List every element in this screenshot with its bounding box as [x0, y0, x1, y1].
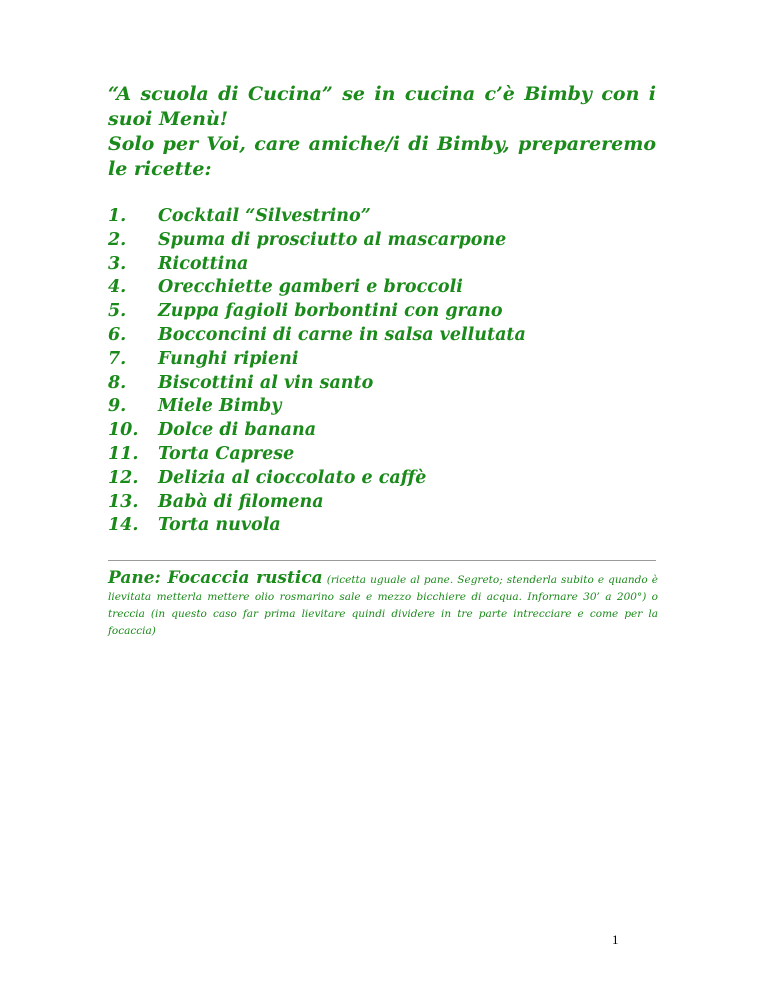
recipe-name: Bocconcini di carne in salsa vellutata [158, 324, 526, 345]
recipe-name: Delizia al cioccolato e caffè [158, 467, 427, 488]
recipe-number: 9. [108, 396, 127, 417]
recipe-number: 6. [108, 324, 127, 345]
recipe-number: 12. [108, 467, 139, 488]
recipe-number: 7. [108, 348, 127, 369]
recipe-list [108, 205, 628, 538]
intro-subtitle: Solo per Voi, care amiche/i di Bimby, prepareremo le ricette: [108, 133, 656, 180]
recipe-item [108, 229, 628, 253]
page-number: 1 [612, 932, 619, 947]
bread-note [108, 570, 658, 640]
recipe-item [108, 443, 628, 467]
recipe-item [108, 372, 628, 396]
intro-title: “A scuola di Cucina” se in cucina c’è Bimby con i suoi Menù! [108, 83, 656, 130]
recipe-item [108, 276, 628, 300]
recipe-number: 1. [108, 206, 127, 226]
recipe-item [108, 419, 628, 443]
recipe-name: Torta Caprese [158, 443, 295, 464]
recipe-name: Orecchiette gamberi e broccoli [158, 277, 463, 298]
recipe-number: 10. [108, 420, 139, 441]
recipe-number: 3. [108, 253, 127, 274]
section-divider [108, 560, 656, 561]
recipe-number: 4. [108, 277, 127, 298]
recipe-name: Ricottina [158, 253, 249, 274]
recipe-item [108, 300, 628, 324]
bread-note-text: (ricetta uguale al pane. Segreto; stenderla subito e quando è lievitata metterla mettere olio rosmarino sale e mezzo bicchiere di acqua. Infornare 30’ a 200°) o treccia (in questo caso far prima lievitare quindi dividere in tre parte intrecciare e come per la focaccia) [108, 574, 658, 637]
recipe-number: 11. [108, 443, 139, 464]
recipe-name: Zuppa fagioli borbontini con grano [158, 301, 503, 322]
recipe-number: 5. [108, 301, 127, 322]
recipe-item [108, 491, 628, 515]
recipe-name: Biscottini al vin santo [158, 372, 374, 393]
recipe-item [108, 253, 628, 277]
recipe-name: Dolce di banana [158, 420, 317, 441]
recipe-item [108, 348, 628, 372]
recipe-name: Miele Bimby [158, 396, 282, 417]
recipe-name: Cocktail “Silvestrino” [158, 206, 371, 226]
recipe-item [108, 324, 628, 348]
recipe-number: 8. [108, 372, 127, 393]
bread-heading: Pane: Focaccia rustica [108, 568, 323, 588]
recipe-item [108, 467, 628, 491]
recipe-item [108, 205, 628, 229]
intro-block [108, 82, 656, 182]
recipe-name: Spuma di prosciutto al mascarpone [158, 229, 507, 250]
recipe-number: 13. [108, 491, 139, 512]
recipe-item [108, 395, 628, 419]
recipe-number: 14. [108, 515, 139, 536]
recipe-item [108, 514, 628, 538]
recipe-number: 2. [108, 229, 127, 250]
recipe-name: Funghi ripieni [158, 348, 299, 369]
recipe-name: Torta nuvola [158, 515, 281, 536]
recipe-name: Babà di filomena [158, 491, 324, 512]
